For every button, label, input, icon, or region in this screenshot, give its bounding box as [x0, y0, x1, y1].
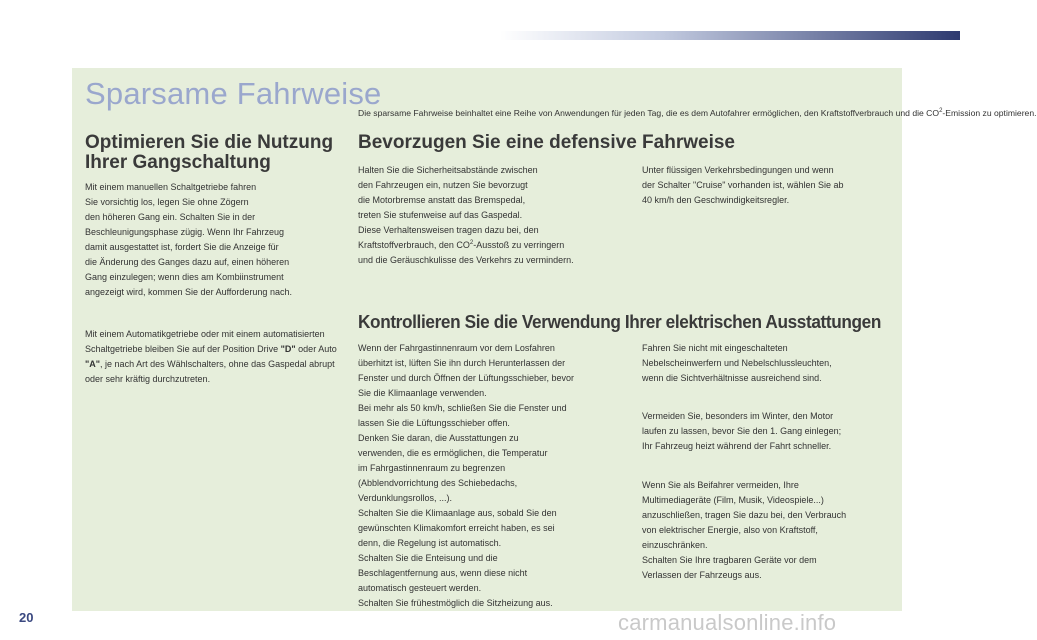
section-heading-controls: Kontrollieren Sie die Verwendung Ihrer elektrischen Ausstattungen: [358, 311, 882, 332]
controls-paragraph-2: Fahren Sie nicht mit eingeschalteten Nebelscheinwerfern und Nebelschlussleuchten, wenn die Sichtverhältnisse ausreichend sind.: [642, 343, 832, 383]
page-subtitle: [358, 108, 1037, 118]
defensive-paragraph-2: Unter flüssigen Verkehrsbedingungen und wenn der Schalter "Cruise" vorhanden ist, wählen Sie ab 40 km/h den Geschwindigkeitsregler.: [642, 165, 844, 205]
page-title: Sparsame Fahrweise: [85, 76, 382, 111]
defensive-paragraph-1: [358, 163, 633, 268]
watermark: carmanualsonline.info: [618, 610, 837, 635]
defensive-text-a: Halten Sie die Sicherheitsabstände zwischen den Fahrzeugen ein, nutzen Sie bevorzugt die Motorbremse anstatt das Bremspedal, treten Sie stufenweise auf das Gaspedal. Diese Verhaltensweisen tragen dazu bei, den Kraftstoffverbrauch, den CO: [358, 165, 539, 250]
page-number: 20: [19, 610, 34, 625]
gear-manual-paragraph: Mit einem manuellen Schaltgetriebe fahren Sie vorsichtig los, legen Sie ohne Zögern den höheren Gang ein. Schalten Sie in der Beschleunigungsphase zügig. Wenn Ihr Fahrzeug damit ausgestattet ist, fordert Sie die Anzeige für die Änderung des Ganges dazu auf, einen höheren Gang einzulegen; wenn dies am Kombiinstrument angezeigt wird, kommen Sie der Aufforderung nach.: [85, 182, 292, 297]
controls-paragraph-4: Wenn Sie als Beifahrer vermeiden, Ihre Multimediageräte (Film, Musik, Videospiele...) anzuschließen, tragen Sie dazu bei, den Verbrauch von elektrischer Energie, also von Kraftstoff, einzuschränken. Schalten Sie Ihre tragbaren Geräte vor dem Verlassen der Fahrzeugs aus.: [642, 480, 847, 580]
auto-text-e: , je nach Art des Wählschalters, ohne das Gaspedal abrupt oder sehr kräftig durchzutreten.: [85, 359, 335, 384]
auto-text-c: oder Auto: [295, 344, 337, 354]
section-heading-defensive: Bevorzugen Sie eine defensive Fahrweise: [358, 132, 735, 153]
defensive-text-b: -Ausstoß zu verringern und die Geräuschkulisse des Verkehrs zu vermindern.: [358, 240, 574, 265]
section-heading-gear: Optimieren Sie die Nutzung Ihrer Gangschaltung: [85, 132, 334, 173]
subtitle-text: Die sparsame Fahrweise beinhaltet eine Reihe von Anwendungen für jeden Tag, die es dem Autofahrer ermöglichen, den Kraftstoffverbrauch und die CO: [358, 108, 940, 118]
co2-subscript: 2: [469, 240, 474, 246]
controls-paragraph-1: Wenn der Fahrgastinnenraum vor dem Losfahren überhitzt ist, lüften Sie ihn durch Herunterlassen der Fenster und durch Öffnen der Lüftungsschieber, bevor Sie die Klimaanlage verwenden. Bei mehr als 50 km/h, schließen Sie die Fenster und lassen Sie die Lüftungsschieber offen. Denken Sie daran, die Ausstattungen zu verwenden, die es ermöglichen, die Temperatur im Fahrgastinnenraum zu begrenzen (Abblendvorrichtung des Schiebedachs, Verdunklungsrollos, ...). Schalten Sie die Klimaanlage aus, sobald Sie den gewünschten Klimakomfort erreicht haben, es sei denn, die Regelung ist automatisch. Schalten Sie die Enteisung und die Beschlagentfernung aus, wenn diese nicht automatisch gesteuert werden. Schalten Sie frühestmöglich die Sitzheizung aus.: [358, 343, 574, 608]
gear-automatic-paragraph: [85, 327, 342, 387]
drive-mode-d: "D": [280, 344, 296, 354]
controls-paragraph-3: Vermeiden Sie, besonders im Winter, den Motor laufen zu lassen, bevor Sie den 1. Gang einlegen; Ihr Fahrzeug heizt während der Fahrt schneller.: [642, 411, 842, 451]
header-gradient-bar: [500, 31, 960, 40]
auto-mode-a: "A": [85, 359, 101, 369]
subtitle-subscript: 2: [939, 108, 943, 115]
auto-text-a: Mit einem Automatikgetriebe oder mit einem automatisierten Schaltgetriebe bleiben Sie auf der Position Drive: [85, 329, 325, 354]
subtitle-end: -Emission zu optimieren.: [942, 108, 1037, 118]
